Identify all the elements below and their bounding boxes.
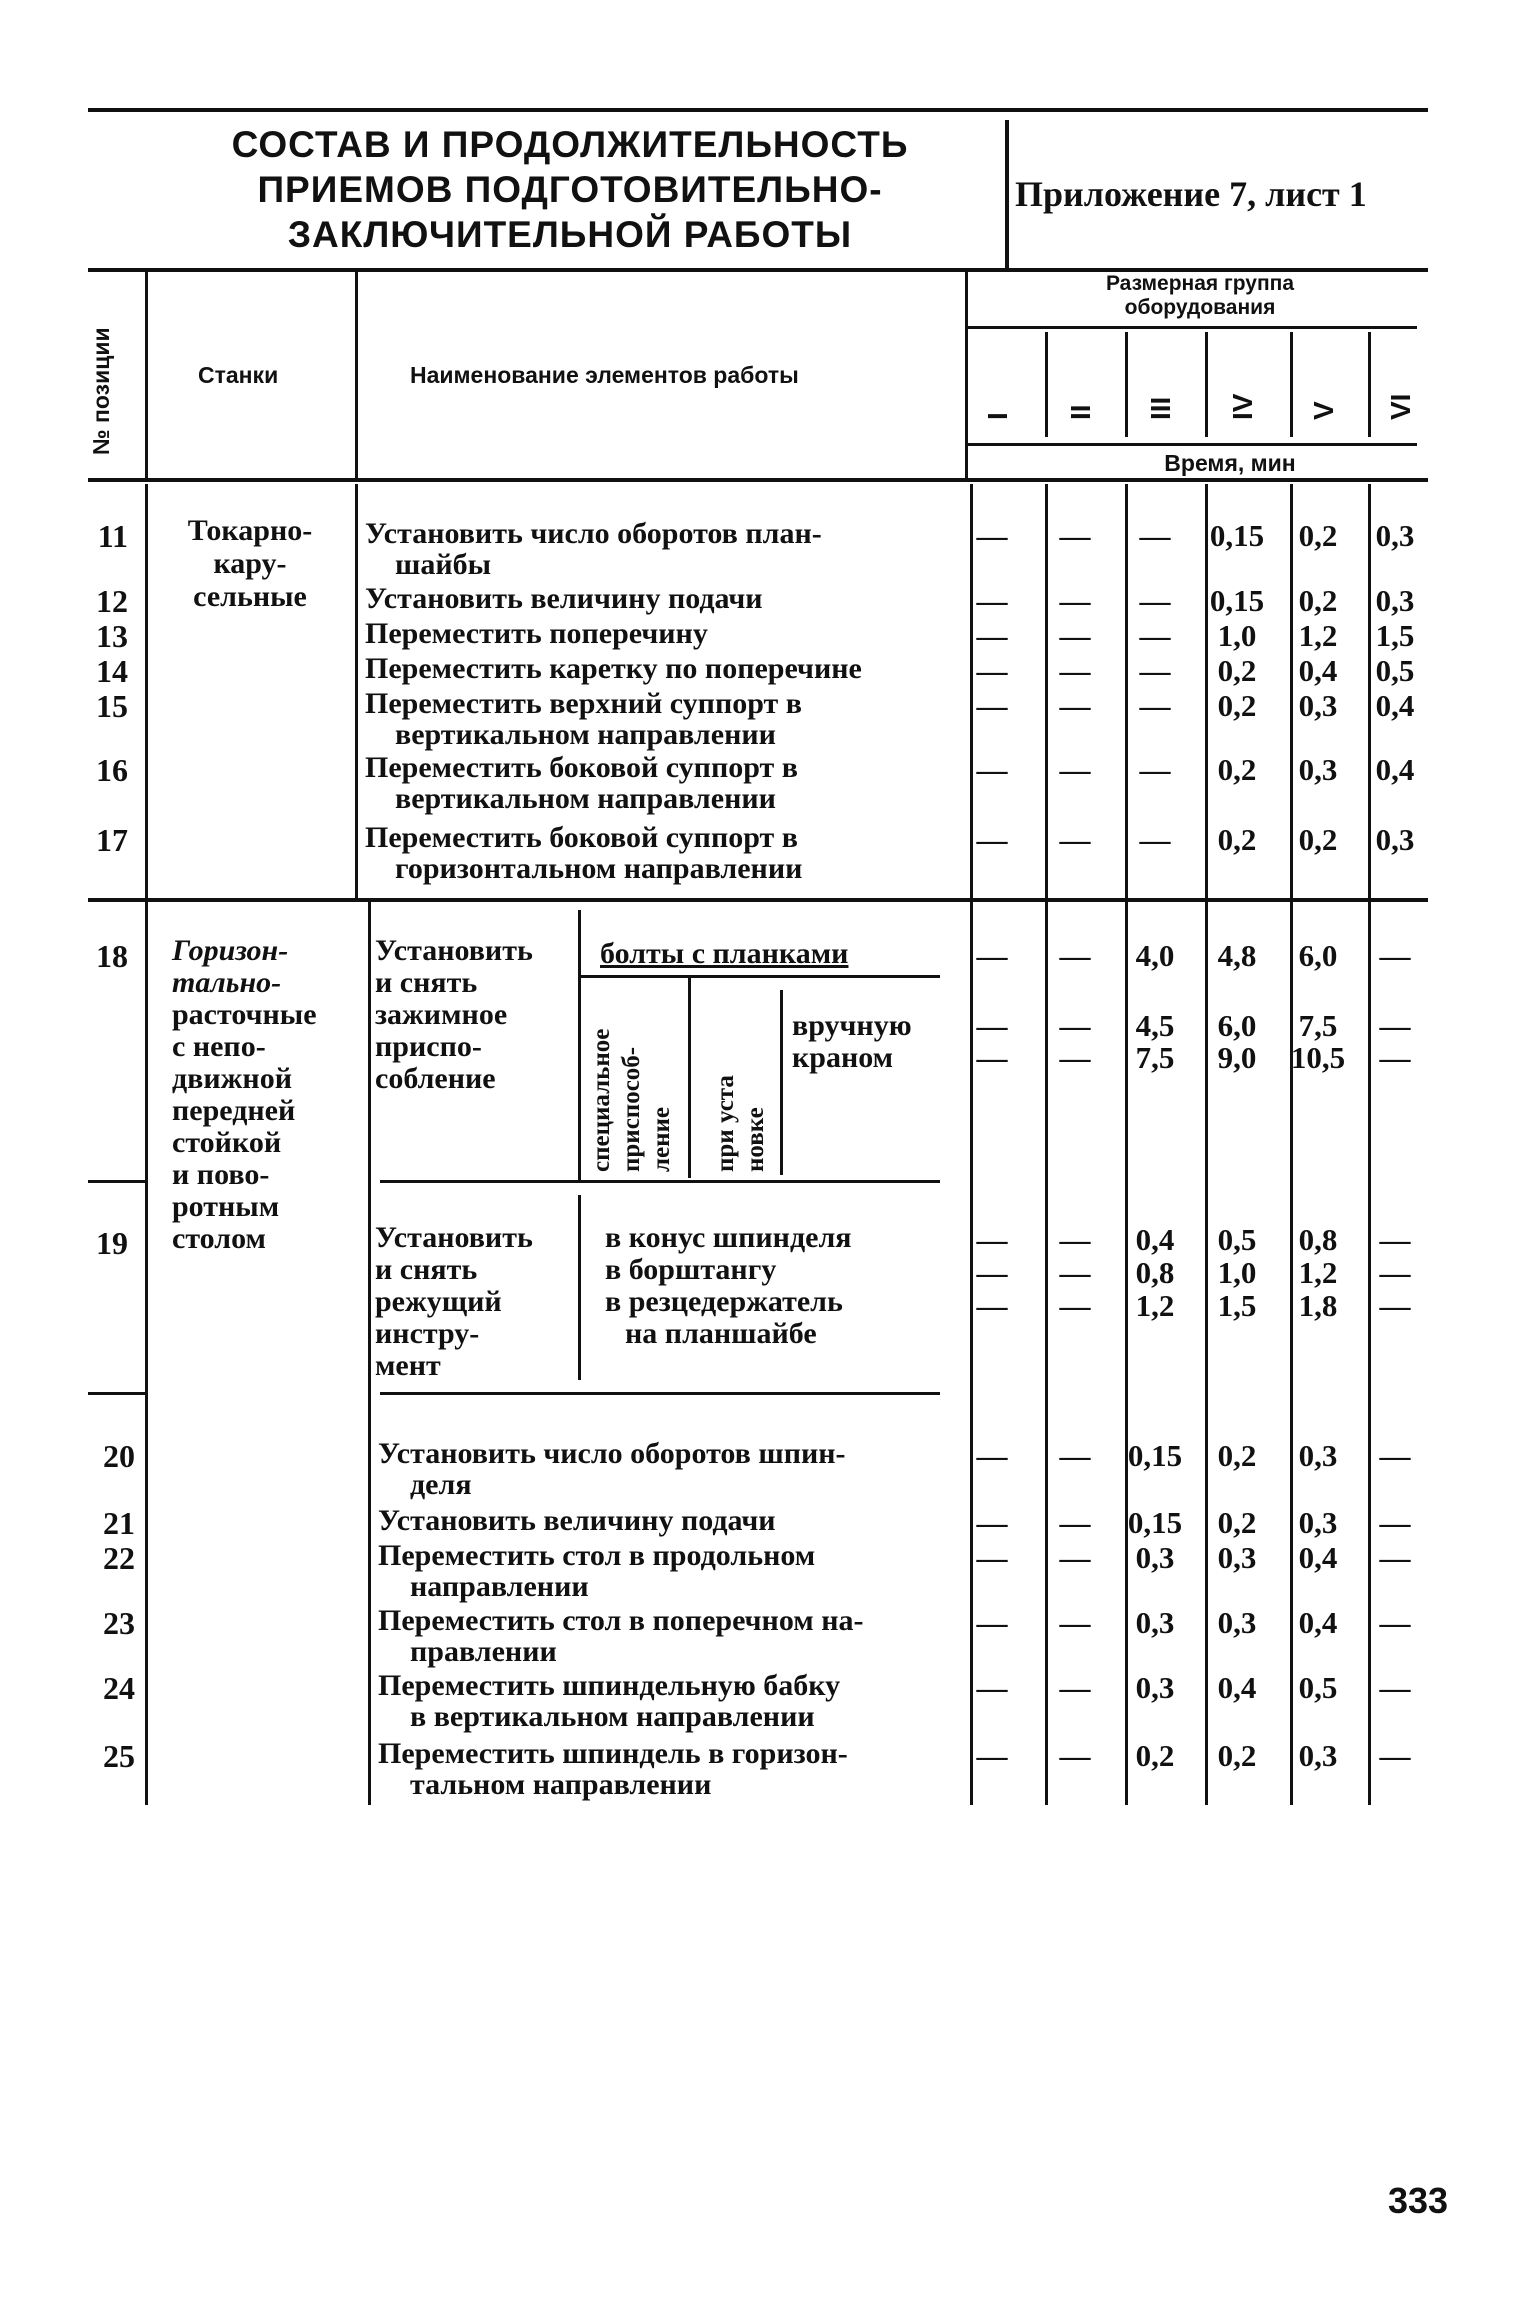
col-rule-2 [355, 270, 358, 480]
time-value: 0,4 [1298, 1605, 1338, 1640]
machine-name-boring: движной [172, 1062, 292, 1095]
page-title [145, 122, 995, 257]
row18-action: собление [375, 1062, 496, 1095]
time-value: — [976, 1288, 1008, 1323]
row19-action: инстру- [375, 1317, 480, 1350]
machine-name-boring: расточные [172, 998, 317, 1031]
position-number: 11 [97, 518, 128, 554]
position-number: 19 [96, 1225, 128, 1261]
table-col-rule [368, 900, 371, 1805]
time-value: 0,2 [1135, 1738, 1175, 1773]
time-value: 1,2 [1298, 618, 1338, 653]
work-element-text: Переместить верхний суппорт в [365, 687, 802, 720]
time-value: — [1059, 1605, 1091, 1640]
time-value: — [1379, 1540, 1411, 1575]
row-divider [88, 1180, 148, 1183]
row18-rot-fixture: приспособ- [618, 1046, 645, 1172]
work-element-text: шайбы [395, 548, 492, 581]
time-value: — [1059, 1670, 1091, 1705]
time-value: — [1059, 1540, 1091, 1575]
position-number: 14 [96, 653, 128, 689]
time-value: — [1059, 1255, 1091, 1290]
time-value: 7,5 [1298, 1008, 1338, 1043]
row19-item: в резцедержатель [605, 1285, 843, 1318]
work-element-text: Переместить шпиндель в горизон- [378, 1737, 848, 1770]
time-value: 1,2 [1135, 1288, 1175, 1323]
row18-rot-install: новке [742, 1107, 769, 1172]
work-element-text: Установить число оборотов шпин- [378, 1437, 846, 1470]
work-element-text: деля [410, 1468, 472, 1501]
time-value: 1,8 [1298, 1288, 1338, 1323]
time-value: — [976, 583, 1008, 618]
appendix-label: Приложение 7, лист 1 [1015, 174, 1367, 214]
group-header-col-rule [1125, 332, 1128, 437]
time-value: 1,2 [1298, 1255, 1338, 1290]
time-value: 0,15 [1127, 1505, 1183, 1540]
time-value: — [976, 938, 1008, 973]
group-header-col-rule [1368, 332, 1371, 437]
time-value: — [976, 1222, 1008, 1257]
time-value: — [976, 1505, 1008, 1540]
section-divider [88, 898, 1428, 902]
work-element-text: Переместить стол в продольном [378, 1539, 816, 1572]
time-value: 0,3 [1217, 1605, 1257, 1640]
group-header-2: оборудования [1124, 296, 1276, 319]
machine-name-boring: столом [172, 1222, 266, 1255]
time-value: 1,0 [1217, 618, 1257, 653]
row19-action: мент [375, 1349, 441, 1382]
row18-rot-install: при уста [712, 1075, 739, 1172]
time-value: — [1139, 583, 1171, 618]
title-line-1: СОСТАВ И ПРОДОЛЖИТЕЛЬНОСТЬ [231, 124, 909, 165]
time-value: 0,3 [1217, 1540, 1257, 1575]
work-element-text: вертикальном направлении [395, 782, 776, 815]
machine-name-boring: передней [172, 1094, 296, 1127]
row18-action: и снять [375, 966, 478, 999]
work-element-text: тальном направлении [410, 1768, 712, 1801]
time-value: — [976, 1255, 1008, 1290]
time-value: 0,2 [1217, 822, 1257, 857]
row18-rot-fixture: специальное [588, 1028, 615, 1172]
machine-name-lathe: сельные [193, 580, 307, 613]
time-value: 0,2 [1217, 653, 1257, 688]
time-value: — [1059, 752, 1091, 787]
group-label-3: III [1145, 396, 1176, 420]
time-value: 4,8 [1217, 938, 1257, 973]
work-element-text: правлении [410, 1635, 557, 1668]
work-element-text: Переместить боковой суппорт в [365, 821, 798, 854]
time-value: — [1379, 1222, 1411, 1257]
row18-manual: вручную [792, 1009, 912, 1042]
position-number: 16 [96, 752, 128, 788]
time-value: 0,2 [1217, 1738, 1257, 1773]
time-value: — [976, 1438, 1008, 1473]
group-header-1: Размерная группа [1105, 272, 1295, 295]
group-header-rule [967, 326, 1417, 329]
row18-action: приспо- [375, 1030, 482, 1063]
machines-header: Станки [198, 362, 279, 388]
time-value: — [976, 1605, 1008, 1640]
time-value: 0,3 [1375, 518, 1415, 553]
group-header-col-rule [1290, 332, 1293, 437]
time-value: 0,3 [1135, 1670, 1175, 1705]
time-value: — [1379, 1505, 1411, 1540]
time-value: — [1379, 1040, 1411, 1075]
elements-header: Наименование элементов работы [410, 362, 799, 388]
time-header: Время, мин [1164, 450, 1296, 476]
time-value: — [1059, 938, 1091, 973]
row18-rule [578, 910, 581, 1180]
time-value: — [1059, 1288, 1091, 1323]
time-value: — [1379, 1738, 1411, 1773]
row19-action: и снять [375, 1253, 478, 1286]
machine-name-lathe: кару- [213, 547, 287, 580]
position-number: 17 [96, 822, 128, 858]
time-value: — [1059, 1738, 1091, 1773]
time-value: — [1379, 1670, 1411, 1705]
work-element-text: Установить величину подачи [378, 1504, 776, 1537]
top-rule [88, 108, 1428, 112]
row18-action: Установить [375, 934, 533, 967]
group-label-6: VI [1385, 393, 1416, 420]
time-value: — [1379, 1605, 1411, 1640]
time-header-rule [967, 443, 1417, 446]
table-col-rule [145, 484, 148, 1805]
time-value: 0,5 [1217, 1222, 1257, 1257]
time-value: — [1059, 653, 1091, 688]
work-element-text: в вертикальном направлении [410, 1700, 815, 1733]
page-number: 333 [1388, 2180, 1449, 2221]
time-value: 1,0 [1217, 1255, 1257, 1290]
time-value: — [1379, 1008, 1411, 1043]
time-value: 0,3 [1298, 688, 1338, 723]
time-value: 6,0 [1298, 938, 1338, 973]
work-element-text: горизонтальном направлении [395, 852, 803, 885]
time-value: 1,5 [1217, 1288, 1257, 1323]
row-divider [380, 1180, 940, 1183]
time-value: — [976, 752, 1008, 787]
row-divider [380, 1392, 940, 1395]
time-value: — [1059, 1505, 1091, 1540]
time-value: 0,3 [1375, 583, 1415, 618]
time-value: — [1059, 583, 1091, 618]
time-value: 4,0 [1135, 938, 1175, 973]
title-line-2: ПРИЕМОВ ПОДГОТОВИТЕЛЬНО- [257, 169, 883, 210]
row19-action: Установить [375, 1221, 533, 1254]
time-value: 0,2 [1217, 1505, 1257, 1540]
time-value: — [976, 653, 1008, 688]
time-value: 1,5 [1375, 618, 1415, 653]
time-value: 0,8 [1135, 1255, 1175, 1290]
row18-crane: краном [792, 1041, 894, 1074]
time-value: 0,15 [1209, 583, 1265, 618]
position-number: 23 [103, 1605, 135, 1641]
time-value: — [1379, 1438, 1411, 1473]
time-value: — [976, 1670, 1008, 1705]
time-value: 0,3 [1298, 1738, 1338, 1773]
time-value: 0,2 [1217, 752, 1257, 787]
position-number: 15 [96, 688, 128, 724]
machine-name-boring: тально- [172, 966, 282, 999]
table-col-rule [355, 484, 358, 900]
work-element-text: Переместить стол в поперечном на- [378, 1604, 864, 1637]
time-value: — [1379, 1255, 1411, 1290]
time-value: — [1139, 618, 1171, 653]
time-value: 0,8 [1298, 1222, 1338, 1257]
time-value: — [976, 518, 1008, 553]
position-header: № позиции [88, 327, 114, 455]
time-value: 0,3 [1375, 822, 1415, 857]
position-number: 12 [96, 583, 128, 619]
row18-rot-fixture: ление [648, 1106, 675, 1172]
time-value: 0,2 [1298, 583, 1338, 618]
work-element-text: Установить величину подачи [365, 582, 763, 615]
time-value: — [976, 1008, 1008, 1043]
time-value: 0,15 [1209, 518, 1265, 553]
group-header-col-rule [1205, 332, 1208, 437]
machine-name-boring: стойкой [172, 1126, 282, 1159]
position-number: 18 [96, 938, 128, 974]
time-value: 0,3 [1298, 1438, 1338, 1473]
time-value: — [1059, 688, 1091, 723]
row18-bolts: болты с планками [600, 937, 849, 970]
header-divider [1005, 120, 1009, 268]
time-value: — [976, 688, 1008, 723]
time-value: 0,2 [1217, 688, 1257, 723]
position-number: 24 [103, 1670, 135, 1706]
time-value: 0,4 [1135, 1222, 1175, 1257]
work-element-text: Установить число оборотов план- [365, 517, 822, 550]
time-value: — [976, 822, 1008, 857]
position-number: 22 [103, 1540, 135, 1576]
time-value: — [1139, 688, 1171, 723]
time-value: — [1059, 1040, 1091, 1075]
row19-item: в борштангу [605, 1253, 777, 1286]
time-value: 0,5 [1375, 653, 1415, 688]
time-value: 0,2 [1298, 822, 1338, 857]
time-value: — [1059, 822, 1091, 857]
title-line-3: ЗАКЛЮЧИТЕЛЬНОЙ РАБОТЫ [287, 214, 853, 255]
row18-sub-rule [580, 975, 940, 978]
time-value: — [1139, 822, 1171, 857]
row19-rule [578, 1195, 581, 1380]
work-element-text: Переместить каретку по поперечине [365, 652, 862, 685]
position-number: 20 [103, 1438, 135, 1474]
time-value: — [976, 1040, 1008, 1075]
time-value: 0,3 [1135, 1605, 1175, 1640]
column-header-bottom-rule [88, 478, 1428, 482]
time-value: — [976, 618, 1008, 653]
machine-name-boring: с непо- [172, 1030, 266, 1063]
time-value: 0,4 [1375, 752, 1415, 787]
row19-item: в конус шпинделя [605, 1221, 852, 1254]
time-value: 0,2 [1298, 518, 1338, 553]
time-value: 0,4 [1298, 653, 1338, 688]
row18-action: зажимное [375, 998, 508, 1031]
time-value: — [1379, 1288, 1411, 1323]
group-header-col-rule [1045, 332, 1048, 437]
position-number: 13 [96, 618, 128, 654]
time-value: 7,5 [1135, 1040, 1175, 1075]
time-value: — [1139, 518, 1171, 553]
time-value: 0,2 [1217, 1438, 1257, 1473]
col-rule-3 [965, 270, 968, 480]
time-value: 4,5 [1135, 1008, 1175, 1043]
machine-name-boring: Горизон- [172, 934, 289, 967]
time-value: — [1059, 618, 1091, 653]
time-value: — [1059, 1008, 1091, 1043]
time-value: 0,3 [1298, 1505, 1338, 1540]
row-divider [88, 1392, 148, 1395]
time-value: — [1139, 752, 1171, 787]
time-value: 0,4 [1375, 688, 1415, 723]
time-value: 0,4 [1298, 1540, 1338, 1575]
work-element-text: Переместить шпиндельную бабку [378, 1669, 841, 1702]
time-value: — [1059, 518, 1091, 553]
row19-action: режущий [375, 1285, 502, 1318]
group-label-5: V [1308, 401, 1339, 420]
col-rule-1 [145, 270, 148, 480]
time-value: — [1379, 938, 1411, 973]
group-label-2: II [1065, 404, 1096, 420]
time-value: 10,5 [1290, 1040, 1346, 1075]
time-value: — [1059, 1222, 1091, 1257]
time-value: 0,15 [1127, 1438, 1183, 1473]
work-element-text: направлении [410, 1570, 589, 1603]
time-value: 0,5 [1298, 1670, 1338, 1705]
time-value: 6,0 [1217, 1008, 1257, 1043]
row18-rule [688, 978, 691, 1178]
work-element-text: Переместить поперечину [365, 617, 708, 650]
group-label-4: IV [1227, 393, 1258, 420]
time-value: 0,4 [1217, 1670, 1257, 1705]
row19-item: на планшайбе [625, 1317, 817, 1350]
work-element-text: вертикальном направлении [395, 718, 776, 751]
position-number: 21 [103, 1505, 135, 1541]
work-element-text: Переместить боковой суппорт в [365, 751, 798, 784]
group-label-1: I [982, 412, 1013, 420]
position-number: 25 [103, 1738, 135, 1774]
time-value: — [976, 1540, 1008, 1575]
time-value: — [1139, 653, 1171, 688]
time-value: 0,3 [1135, 1540, 1175, 1575]
machine-name-boring: и пово- [172, 1158, 270, 1191]
time-value: — [976, 1738, 1008, 1773]
time-value: 9,0 [1217, 1040, 1257, 1075]
row18-rule [780, 990, 783, 1175]
machine-name-lathe: Токарно- [187, 514, 313, 547]
time-value: 0,3 [1298, 752, 1338, 787]
time-value: — [1059, 1438, 1091, 1473]
machine-name-boring: ротным [172, 1190, 280, 1223]
